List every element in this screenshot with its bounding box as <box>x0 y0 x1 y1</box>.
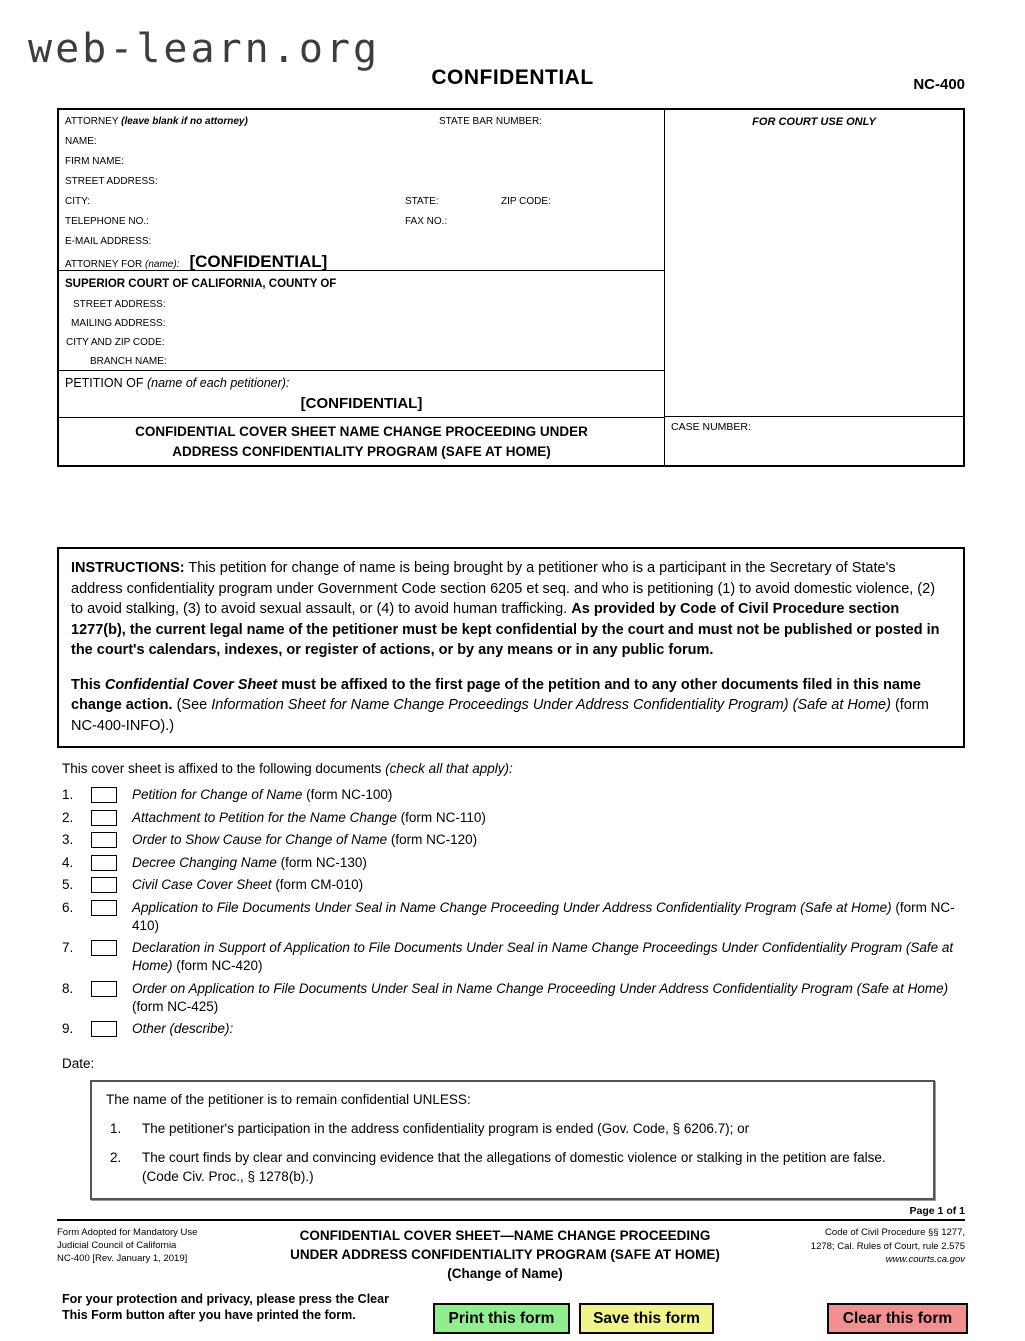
attorney-info-box <box>59 110 664 270</box>
checklist-intro <box>62 761 1025 776</box>
checklist-item-6 <box>57 899 965 935</box>
item-title: Order to Show Cause for Change of Name <box>132 832 388 847</box>
instructions-label: INSTRUCTIONS: <box>71 560 185 576</box>
form-title-line2: ADDRESS CONFIDENTIALITY PROGRAM (SAFE AT HOME) <box>172 443 551 459</box>
zip-code-label: ZIP CODE: <box>501 196 551 207</box>
checklist-item-4 <box>57 854 965 872</box>
checkbox-cm010[interactable] <box>91 877 117 893</box>
condition-number: 2. <box>110 1150 122 1165</box>
phone-fax-line <box>65 212 658 232</box>
attorney-for-line <box>65 252 658 272</box>
item-form-ref: (form NC-130) <box>276 854 367 870</box>
footer-adoption-block <box>57 1226 257 1265</box>
affix-see: (See <box>176 697 212 713</box>
item-title: Decree Changing Name <box>132 854 277 870</box>
site-logo: web-learn.org <box>28 26 381 72</box>
condition-1 <box>106 1119 919 1138</box>
checklist-intro-text: This cover sheet is affixed to the following documents <box>62 761 386 776</box>
affix-bold-1: This <box>71 676 105 693</box>
checkbox-other[interactable] <box>91 1021 117 1037</box>
affix-sheet-name: Confidential Cover Sheet <box>104 676 278 693</box>
checklist-item-5 <box>57 876 965 894</box>
form-title-box <box>59 417 664 465</box>
condition-number: 1. <box>110 1121 122 1136</box>
clear-form-button[interactable]: Clear this form <box>827 1303 968 1334</box>
instructions-box <box>57 547 965 748</box>
firm-name-label: FIRM NAME: <box>65 156 124 167</box>
affix-form-ref: (form NC-400-INFO).) <box>71 697 929 734</box>
footer-title-line1: CONFIDENTIAL COVER SHEET—NAME CHANGE PROCEEDING <box>299 1228 711 1243</box>
checklist-item-3 <box>57 831 965 849</box>
footer-title-line2: UNDER ADDRESS CONFIDENTIALITY PROGRAM (SAFE AT HOME) <box>290 1247 720 1262</box>
item-form-ref: (form NC-120) <box>387 832 478 847</box>
item-number: 2. <box>62 809 74 825</box>
instructions-paragraph-2 <box>71 675 951 737</box>
petition-of-line <box>65 374 658 392</box>
affix-bold-2: must be affixed to the first page of the petition and to any other documents filed in this name change action. <box>71 676 921 713</box>
checklist-item-7 <box>57 939 965 975</box>
instructions-paragraph-1 <box>71 558 951 661</box>
caption-table <box>57 108 965 467</box>
case-number-box <box>665 416 963 465</box>
item-title: Petition for Change of Name <box>132 787 303 802</box>
checkbox-nc110[interactable] <box>91 810 117 826</box>
privacy-notice-line1: For your protection and privacy, please press the Clear <box>62 1292 389 1306</box>
attorney-header-line <box>65 112 658 132</box>
footer-citation-block <box>753 1226 965 1267</box>
footer-citation-line1: Code of Civil Procedure §§ 1277, <box>825 1227 965 1238</box>
item-number: 1. <box>62 787 74 802</box>
footer-courts-url: www.courts.ca.gov <box>885 1254 965 1265</box>
checkbox-nc100[interactable] <box>91 787 117 803</box>
petition-of-note: (name of each petitioner): <box>146 376 290 390</box>
court-street-address-label: STREET ADDRESS: <box>73 299 166 310</box>
court-city-zip-label: CITY AND ZIP CODE: <box>66 337 165 348</box>
city-label: CITY: <box>65 196 91 207</box>
attorney-name-line <box>65 132 658 152</box>
attorney-for-note: (name): <box>145 259 180 270</box>
caption-left-column <box>59 110 665 465</box>
superior-court-title: SUPERIOR COURT OF CALIFORNIA, COUNTY OF <box>65 278 337 290</box>
privacy-notice-line2: This Form button after you have printed the form. <box>62 1308 356 1322</box>
street-address-label: STREET ADDRESS: <box>65 176 158 187</box>
checkbox-nc130[interactable] <box>91 855 117 871</box>
petition-of-box <box>59 370 664 417</box>
condition-2 <box>106 1148 919 1186</box>
checklist-item-1 <box>57 786 965 804</box>
telephone-label: TELEPHONE NO.: <box>65 216 149 227</box>
page-number: Page 1 of 1 <box>909 1205 965 1217</box>
item-title: Civil Case Cover Sheet <box>132 877 272 892</box>
item-form-ref: (form NC-410) <box>132 899 955 933</box>
footer-adoption-line1: Form Adopted for Mandatory Use <box>57 1227 198 1238</box>
state-bar-number-label: STATE BAR NUMBER: <box>439 116 542 127</box>
instructions-bold-rule: As provided by Code of Civil Procedure section 1277(b), the current legal name of the petitioner must be kept confidential by the court and must not be published or posted in the court's calendars, indexes, or register of actions, or by any means or in any public forum. <box>71 601 940 658</box>
checklist-intro-note: (check all that apply): <box>385 761 513 776</box>
attorney-for-label: ATTORNEY FOR <box>65 259 146 270</box>
item-number: 6. <box>62 899 74 915</box>
affix-info-sheet-ref: Information Sheet for Name Change Proceedings Under Address Confidentiality Program) (Safe at Home) <box>211 697 891 713</box>
footer-form-title <box>257 1226 753 1283</box>
state-label: STATE: <box>405 196 439 207</box>
checklist-item-8 <box>57 980 965 1016</box>
court-info-box <box>59 270 664 370</box>
checkbox-nc120[interactable] <box>91 832 117 848</box>
street-address-line <box>65 172 658 192</box>
footer-adoption-line3: NC-400 [Rev. January 1, 2019] <box>57 1253 188 1264</box>
petition-of-label: PETITION OF <box>65 376 147 390</box>
item-number: 8. <box>62 980 74 996</box>
item-number: 9. <box>62 1021 74 1036</box>
confidential-heading: CONFIDENTIAL <box>431 66 594 89</box>
item-title: Other (describe): <box>132 1021 234 1036</box>
conditions-intro: The name of the petitioner is to remain confidential UNLESS: <box>106 1092 471 1107</box>
city-state-zip-line <box>65 192 658 212</box>
instructions-body: This petition for change of name is being brought by a petitioner who is a participant in the Secretary of State's address confidentiality program under Government Code section 6205 et seq. and who is petitioning (1) to avoid domestic violence, (2) to avoid stalking, (3) to avoid sexual assault, or (4) to avoid human trafficking. <box>71 560 936 617</box>
form-number: NC-400 <box>913 76 965 93</box>
case-number-label: CASE NUMBER: <box>671 421 751 433</box>
checkbox-nc410[interactable] <box>91 900 117 916</box>
item-form-ref: (form NC-100) <box>302 787 393 802</box>
confidentiality-conditions-box <box>90 1080 935 1200</box>
court-branch-name-label: BRANCH NAME: <box>90 356 167 367</box>
item-form-ref: (form CM-010) <box>271 877 364 892</box>
item-title: Application to File Documents Under Seal in Name Change Proceeding Under Address Confidentiality Program (Safe at Home) <box>132 899 892 915</box>
firm-name-line <box>65 152 658 172</box>
item-title: Declaration in Support of Application to File Documents Under Seal in Name Change Proceedings Under Confidentiality Program (Safe at Home) <box>132 940 954 973</box>
item-form-ref: (form NC-425) <box>132 998 219 1014</box>
petitioner-name-value: [CONFIDENTIAL] <box>300 395 423 412</box>
attorney-for-value: [CONFIDENTIAL] <box>189 252 328 271</box>
action-bar <box>0 1289 1025 1341</box>
footer-adoption-line2: Judicial Council of California <box>57 1240 177 1251</box>
item-number: 3. <box>62 832 74 847</box>
page-header <box>0 0 1025 108</box>
print-form-button[interactable]: Print this form <box>433 1303 570 1334</box>
attorney-label: ATTORNEY <box>65 116 122 127</box>
save-form-button[interactable]: Save this form <box>579 1303 714 1334</box>
date-label: Date: <box>62 1056 95 1071</box>
form-title-line1: CONFIDENTIAL COVER SHEET NAME CHANGE PROCEEDING UNDER <box>135 423 588 439</box>
privacy-notice <box>62 1291 452 1323</box>
form-footer <box>57 1219 965 1283</box>
checklist <box>57 786 965 1038</box>
checklist-item-2 <box>57 809 965 827</box>
email-label: E-MAIL ADDRESS: <box>65 236 152 247</box>
item-form-ref: (form NC-420) <box>172 958 263 973</box>
checklist-item-9 <box>57 1020 965 1038</box>
name-label: NAME: <box>65 136 97 147</box>
caption-right-column <box>665 110 963 465</box>
item-number: 7. <box>62 940 74 955</box>
item-title: Order on Application to File Documents Under Seal in Name Change Proceeding Under Address Confidentiality Program (Safe at Home) <box>132 980 949 996</box>
checkbox-nc420[interactable] <box>91 940 117 956</box>
condition-text: The petitioner's participation in the address confidentiality program is ended (Gov. Code, § 6206.7); or <box>142 1121 750 1136</box>
fax-label: FAX NO.: <box>405 216 448 227</box>
footer-title-line3: (Change of Name) <box>447 1266 563 1281</box>
court-use-only-label: FOR COURT USE ONLY <box>752 116 876 128</box>
attorney-note: (leave blank if no attorney) <box>121 116 248 127</box>
footer-citation-line2: 1278; Cal. Rules of Court, rule 2.575 <box>810 1240 965 1252</box>
court-mailing-address-label: MAILING ADDRESS: <box>71 318 166 329</box>
item-form-ref: (form NC-110) <box>396 809 486 825</box>
item-title: Attachment to Petition for the Name Change <box>132 809 397 825</box>
email-line <box>65 232 658 252</box>
checkbox-nc425[interactable] <box>91 981 117 997</box>
item-number: 4. <box>62 854 74 870</box>
condition-text: The court finds by clear and convincing evidence that the allegations of domestic violence or stalking in the petition are false. (Code Civ. Proc., § 1278(b).) <box>142 1150 886 1184</box>
item-number: 5. <box>62 877 74 892</box>
